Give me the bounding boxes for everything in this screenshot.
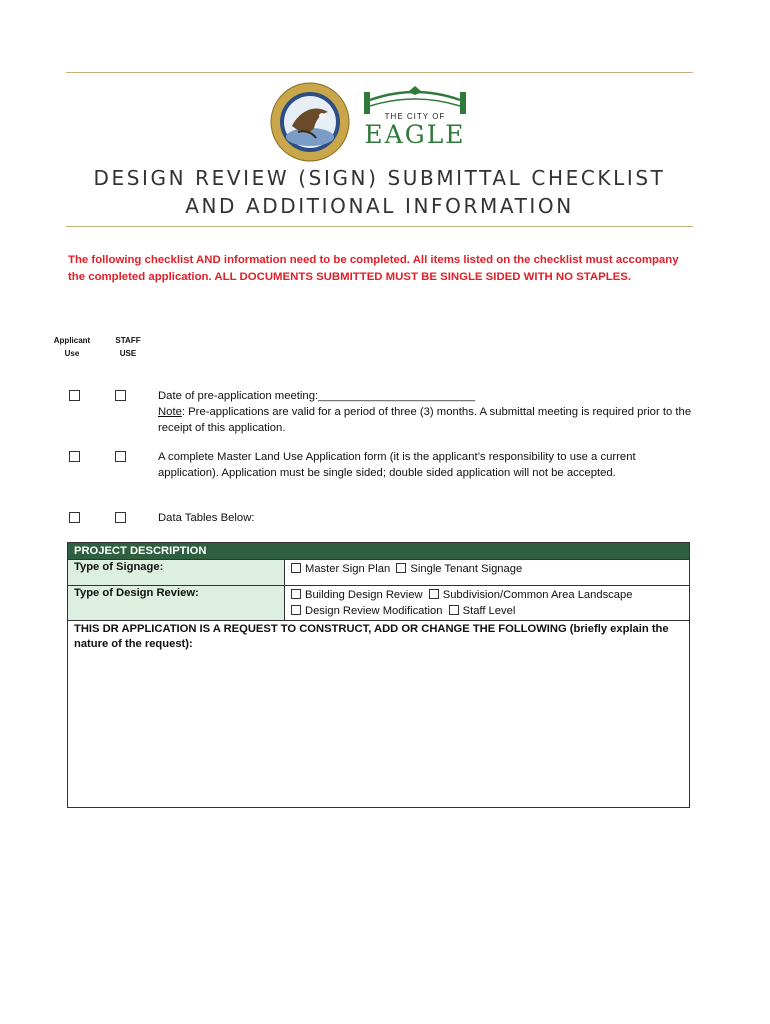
staff-checkbox-preapp[interactable]: [115, 390, 126, 401]
staff-level-label: Staff Level: [462, 605, 516, 617]
staff-level-checkbox[interactable]: [449, 605, 459, 615]
building-design-review-label: Building Design Review: [305, 589, 423, 601]
applicant-checkbox-preapp[interactable]: [69, 390, 80, 401]
applicant-checkbox-data-tables[interactable]: [69, 512, 80, 523]
top-divider: [66, 72, 693, 73]
project-description-table: [67, 542, 690, 808]
building-design-review-checkbox[interactable]: [291, 589, 301, 599]
applicant-checkbox-application[interactable]: [69, 451, 80, 462]
checklist-item-application: A complete Master Land Use Application form (it is the applicant’s responsibility to use a current application). Application must be single sided; double sided application will not be accepted.: [158, 451, 636, 479]
design-review-modification-label: Design Review Modification: [305, 605, 443, 617]
city-seal-logo: [270, 82, 350, 162]
single-tenant-signage-label: Single Tenant Signage: [410, 563, 523, 575]
logo-small-text: THE CITY OF: [384, 112, 446, 121]
request-description-prompt: THIS DR APPLICATION IS A REQUEST TO CONSTRUCT, ADD OR CHANGE THE FOLLOWING (briefly explain the nature of the request):: [74, 623, 669, 650]
project-description-heading: PROJECT DESCRIPTION: [68, 543, 690, 560]
applicant-use-header: Applicant Use: [53, 336, 91, 358]
signage-type-label: Type of Signage:: [68, 560, 285, 586]
staff-use-header: STAFF USE: [115, 336, 141, 358]
subdivision-landscape-checkbox[interactable]: [429, 589, 439, 599]
checklist-item-preapp: [158, 388, 698, 436]
page-title: DESIGN REVIEW (SIGN) SUBMITTAL CHECKLIST AND ADDITIONAL INFORMATION: [93, 166, 666, 218]
checklist-item-data-tables: Data Tables Below:: [158, 512, 255, 524]
staff-checkbox-data-tables[interactable]: [115, 512, 126, 523]
master-sign-plan-checkbox[interactable]: [291, 563, 301, 573]
single-tenant-signage-checkbox[interactable]: [396, 563, 406, 573]
preapp-date-line: Date of pre-application meeting:_________________________: [158, 390, 476, 402]
design-review-modification-checkbox[interactable]: [291, 605, 301, 615]
subdivision-landscape-label: Subdivision/Common Area Landscape: [442, 589, 633, 601]
design-review-type-options: [285, 586, 690, 621]
staff-checkbox-application[interactable]: [115, 451, 126, 462]
instructions-text: The following checklist AND information need to be completed. All items listed on the checklist must accompany the completed application. ALL DOCUMENTS SUBMITTED MUST BE SINGLE SIDED WITH NO STAPLES.: [68, 254, 679, 283]
signage-type-options: [285, 560, 690, 586]
master-sign-plan-label: Master Sign Plan: [305, 563, 391, 575]
title-divider: [66, 226, 693, 227]
logo-eagle-text: EAGLE: [364, 120, 466, 149]
city-of-eagle-logo: [360, 86, 470, 152]
request-description-field[interactable]: [68, 621, 690, 808]
note-text: : Pre-applications are valid for a period of three (3) months. A submittal meeting is required prior to the receipt of this application.: [158, 406, 692, 434]
design-review-type-label: Type of Design Review:: [68, 586, 285, 621]
preapp-note: [158, 404, 698, 436]
note-label: Note: [158, 406, 182, 418]
